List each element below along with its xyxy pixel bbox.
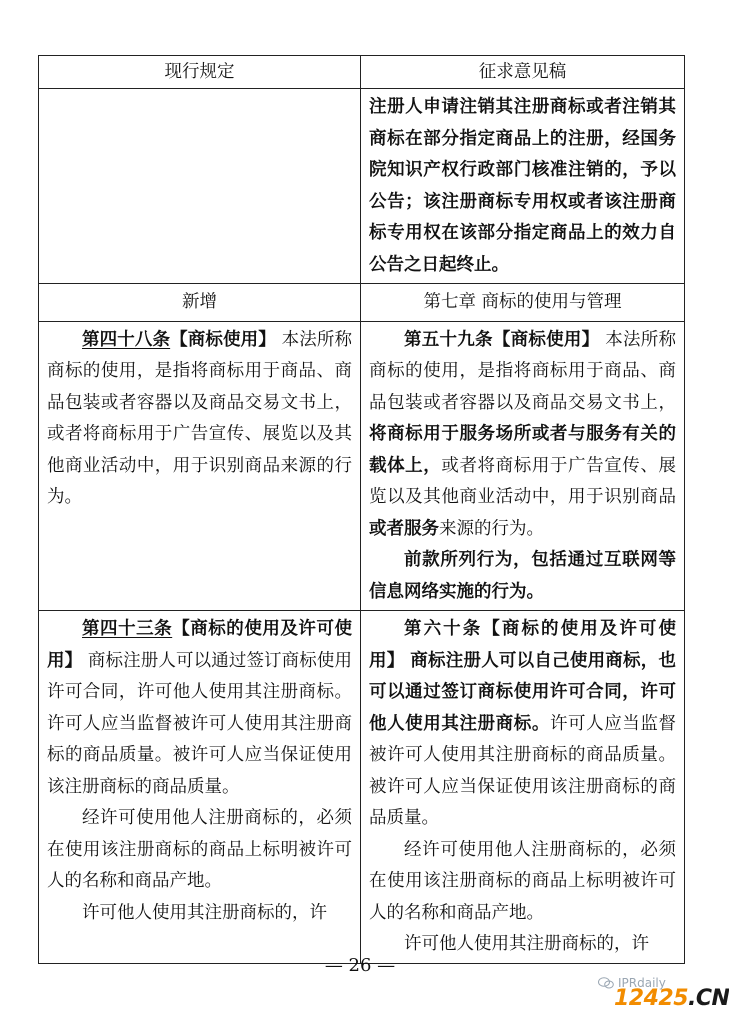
article-48-title: 【商标使用】 (170, 329, 276, 350)
page-number: — 26 — (324, 955, 396, 976)
article-59-body-a: 本法所称商标的使用，是指将商标用于商品、商品包装或者容器以及商品交易文书上， (369, 329, 677, 413)
article-59-body-e: 来源的行为。 (439, 518, 544, 539)
cell-new-added: 新增 (39, 284, 361, 322)
table-row (39, 284, 685, 322)
article-60-title: 【商标的使用及许可使用】 (369, 619, 677, 671)
article-59-body-d: 或者服务 (369, 518, 439, 539)
site-logo-suffix: .CN (688, 986, 729, 1011)
cell-empty (39, 89, 361, 284)
article-59-body-c: 或者将商标用于广告宣传、展览以及其他商业活动中，用于识别商品 (369, 455, 676, 507)
header-row (39, 56, 685, 89)
article-60-body-a: 商标注册人可以自己使用商标，也可以通过签订商标使用许可合同，许可他人使用其注册商标。 (369, 650, 676, 734)
article-60-paragraph (369, 614, 676, 835)
cell-cancellation (361, 89, 685, 284)
article-48-paragraph (47, 325, 352, 514)
table-row (39, 89, 685, 284)
article-43-number: 第四十三条 (82, 619, 173, 639)
article-43-paragraph (47, 614, 352, 803)
article-59-title: 【商标使用】 (492, 329, 600, 350)
article-60-para3: 许可他人使用其注册商标的，许 (404, 934, 649, 954)
cell-article-48 (39, 321, 361, 611)
article-60-body-b: 许可人应当监督被许可人使用其注册商标的商品质量。被许可人应当保证使用该注册商标的商品质量。 (369, 713, 676, 828)
article-48-body: 本法所称商标的使用，是指将商标用于商品、商品包装或者容器以及商品交易文书上，或者将商标用于广告宣传、展览以及其他商业活动中，用于识别商品来源的行为。 (47, 329, 353, 507)
header-draft: 征求意见稿 (361, 56, 685, 89)
article-60-para2: 经许可使用他人注册商标的，必须在使用该注册商标的商品上标明被许可人的名称和商品产地。 (369, 839, 676, 923)
site-logo (614, 986, 729, 1011)
table-row (39, 321, 685, 611)
article-59-body-b: 将商标用于服务场所或者与服务有关的载体上， (369, 424, 676, 476)
cell-article-59 (361, 321, 685, 611)
table-row (39, 611, 685, 964)
wechat-icon (598, 977, 614, 989)
site-logo-number: 12425 (614, 986, 689, 1011)
article-43-para3: 许可他人使用其注册商标的，许 (82, 902, 327, 923)
article-59-paragraph (369, 325, 676, 546)
cancellation-text: 注册人申请注销其注册商标或者注销其商标在部分指定商品上的注册，经国务院知识产权行政部门核准注销的，予以公告；该注册商标专用权或者该注册商标专用权在该部分指定商品上的效力自公告之日起终止。 (369, 97, 676, 275)
article-43-title: 【商标的使用及许可使用】 (47, 619, 353, 671)
header-current-rules: 现行规定 (39, 56, 361, 89)
article-59-para2: 前款所列行为，包括通过互联网等信息网络实施的行为。 (369, 550, 676, 602)
article-59-number: 第五十九条 (404, 329, 493, 350)
article-43-body: 商标注册人可以通过签订商标使用许可合同，许可他人使用其注册商标。许可人应当监督被许可人使用其注册商标的商品质量。被许可人应当保证使用该注册商标的商品质量。 (47, 650, 353, 797)
cell-article-60 (361, 611, 685, 964)
cell-chapter-title: 第七章 商标的使用与管理 (361, 284, 685, 322)
article-43-para2: 经许可使用他人注册商标的，必须在使用该注册商标的商品上标明被许可人的名称和商品产地。 (47, 808, 352, 891)
article-60-number: 第六十条 (404, 619, 483, 639)
watermark-text: IPRdaily (618, 976, 666, 990)
article-48-number: 第四十八条 (82, 329, 171, 350)
comparison-table (38, 55, 685, 964)
cell-article-43 (39, 611, 361, 964)
